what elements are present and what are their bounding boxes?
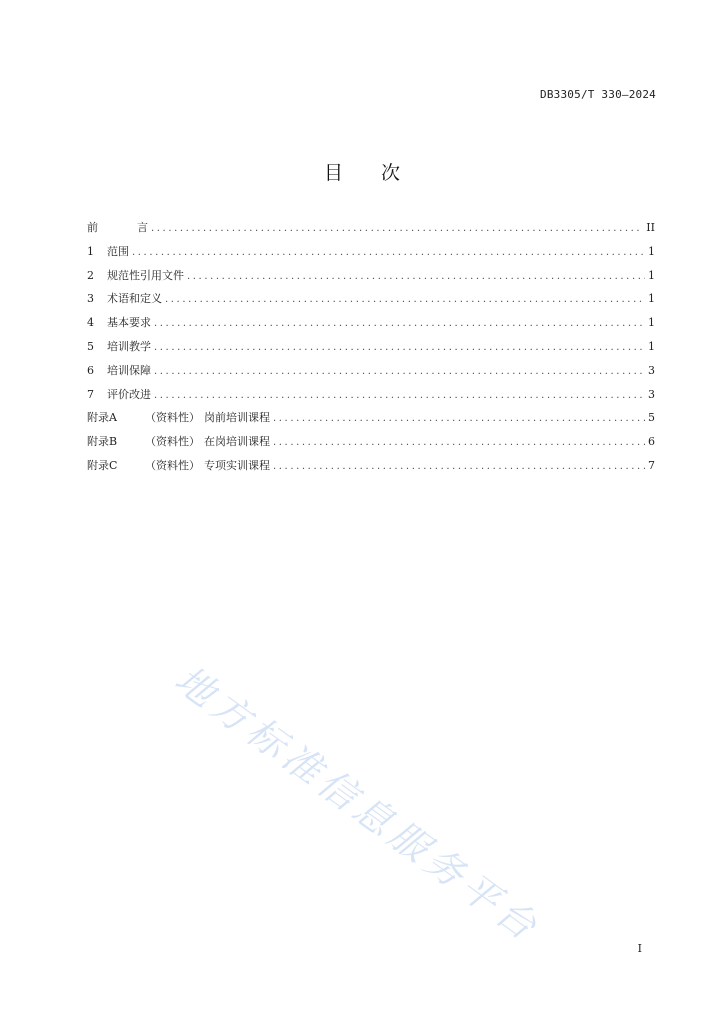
toc-entry-page: 7 — [648, 458, 655, 472]
toc-entry-label: 岗前培训课程 — [204, 411, 270, 425]
toc-entry-label: 专项实训课程 — [204, 458, 270, 472]
toc-appendix-number: 附录A — [87, 411, 117, 425]
toc-entry-number: 2 — [87, 268, 94, 282]
toc-entry-page: 3 — [648, 363, 655, 377]
toc-entry-label: 规范性引用文件 — [107, 268, 184, 282]
toc-entry-evaluation-improvement[interactable] — [87, 386, 655, 410]
toc-entry-page: 1 — [648, 244, 655, 258]
toc-entry-training-support[interactable] — [87, 362, 655, 386]
toc-leader-dots — [154, 342, 645, 353]
toc-entry-training-teaching[interactable] — [87, 338, 655, 362]
toc-entry-number: 前 — [87, 221, 98, 234]
toc-leader-dots — [273, 461, 645, 472]
toc-entry-label: 评价改进 — [107, 387, 151, 401]
toc-entry-label: 在岗培训课程 — [204, 435, 270, 449]
toc-entry-number: 4 — [87, 316, 94, 330]
toc-entry-page: 6 — [648, 435, 655, 449]
toc-entry-terms-definitions[interactable] — [87, 290, 655, 314]
toc-entry-page: II — [646, 221, 655, 234]
toc-entry-normative-references[interactable] — [87, 267, 655, 291]
toc-entry-page: 1 — [648, 316, 655, 330]
toc-entry-number: 3 — [87, 292, 94, 306]
table-of-contents — [87, 219, 655, 481]
toc-appendix-type: （资料性） — [145, 458, 200, 472]
toc-entry-page: 1 — [648, 292, 655, 306]
toc-entry-number: 7 — [87, 387, 94, 401]
toc-appendix-number: 附录C — [87, 458, 118, 472]
toc-entry-appendix-b[interactable] — [87, 433, 655, 457]
page-number: I — [637, 942, 642, 955]
toc-leader-dots — [165, 294, 645, 305]
toc-leader-dots — [273, 413, 645, 424]
toc-entry-page: 1 — [648, 268, 655, 282]
toc-entry-label: 培训保障 — [107, 363, 151, 377]
toc-appendix-type: （资料性） — [145, 411, 200, 425]
toc-entry-appendix-c[interactable] — [87, 457, 655, 481]
toc-leader-dots — [154, 390, 645, 401]
toc-entry-label: 培训教学 — [107, 339, 151, 353]
toc-entry-page: 1 — [648, 339, 655, 353]
toc-entry-page: 3 — [648, 387, 655, 401]
toc-entry-number: 6 — [87, 363, 94, 377]
toc-title-char: 次 — [381, 162, 401, 184]
toc-entry-label: 基本要求 — [107, 316, 151, 330]
toc-entry-label: 术语和定义 — [107, 292, 162, 306]
document-code: DB3305/T 330—2024 — [540, 88, 656, 101]
toc-leader-dots — [154, 366, 645, 377]
toc-entry-number: 1 — [87, 244, 94, 258]
toc-leader-dots — [132, 247, 645, 258]
toc-title-char: 目 — [323, 162, 343, 184]
toc-appendix-type: （资料性） — [145, 435, 200, 449]
toc-entry-basic-requirements[interactable] — [87, 314, 655, 338]
toc-leader-dots — [154, 318, 645, 329]
toc-leader-dots — [273, 437, 645, 448]
toc-entry-foreword[interactable] — [87, 219, 655, 243]
toc-entry-label: 范围 — [107, 244, 129, 258]
toc-entry-number: 5 — [87, 339, 94, 353]
toc-appendix-number: 附录B — [87, 435, 118, 449]
toc-entry-page: 5 — [648, 411, 655, 425]
watermark: 地方标准信息服务平台 — [167, 657, 549, 952]
toc-leader-dots — [187, 271, 645, 282]
toc-entry-scope[interactable] — [87, 243, 655, 267]
toc-leader-dots — [151, 223, 643, 234]
toc-entry-appendix-a[interactable] — [87, 409, 655, 433]
toc-title — [0, 158, 724, 185]
toc-entry-label: 言 — [137, 221, 148, 234]
